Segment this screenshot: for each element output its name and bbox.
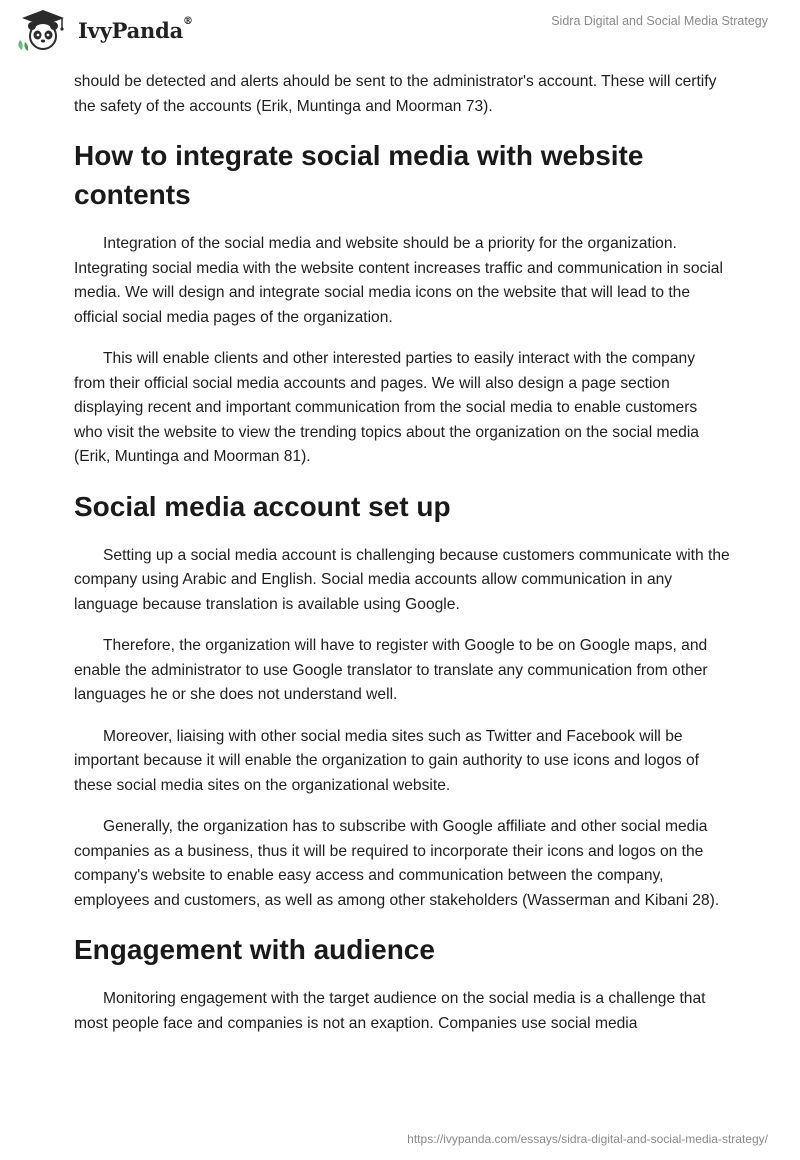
paragraph: Integration of the social media and website should be a priority for the organization. Integrating social media with the website content increases traffic and communication in social media. We will design and integrate social media icons on the website that will lead to the official social media pages of the organization. [74,235,723,326]
paragraph-continued: should be detected and alerts ahould be sent to the administrator's account. These will certify the safety of the accounts (Erik, Muntinga and Moorman 73). [74,73,717,115]
document-title: Sidra Digital and Social Media Strategy [551,14,768,28]
essay-content [74,70,730,1053]
paragraph: Setting up a social media account is challenging because customers communicate with the company using Arabic and English. Social media accounts allow communication in any language because translation is available using Google. [74,546,730,613]
brand-name: IvyPanda® [78,15,193,43]
section-heading-account-setup: Social media account set up [74,490,451,522]
paragraph: Therefore, the organization will have to register with Google to be on Google maps, and enable the administrator to use Google translator to translate any communication from other languages he or she does not understand well. [74,637,708,703]
ivypanda-logo[interactable] [14,8,193,52]
panda-graduate-icon [14,8,72,52]
section-heading-integrate: How to integrate social media with website contents [74,140,644,210]
section-heading-engagement: Engagement with audience [74,934,435,965]
page-header [0,0,800,64]
paragraph: This will enable clients and other interested parties to easily interact with the company from their official social media accounts and pages. We will also design a page section displaying recent and important communication from the social media to enable customers who visit the website to view the trending topics about the organization on the social media (Erik, Muntinga and Moorman 81). [74,350,699,465]
source-url[interactable]: https://ivypanda.com/essays/sidra-digital-and-social-media-strategy/ [407,1132,768,1146]
paragraph: Generally, the organization has to subscribe with Google affiliate and other social media companies as a business, thus it will be required to incorporate their icons and logos on the company's website to enable easy access and communication between the company, employees and customers, as well as among other stakeholders (Wasserman and Kibani 28). [74,818,720,909]
paragraph: Monitoring engagement with the target audience on the social media is a challenge that most people face and companies is not an exaption. Companies use social media [74,990,706,1032]
paragraph: Moreover, liaising with other social media sites such as Twitter and Facebook will be important because it will enable the organization to gain authority to use icons and logos of these social media sites on the organizational website. [74,727,700,794]
